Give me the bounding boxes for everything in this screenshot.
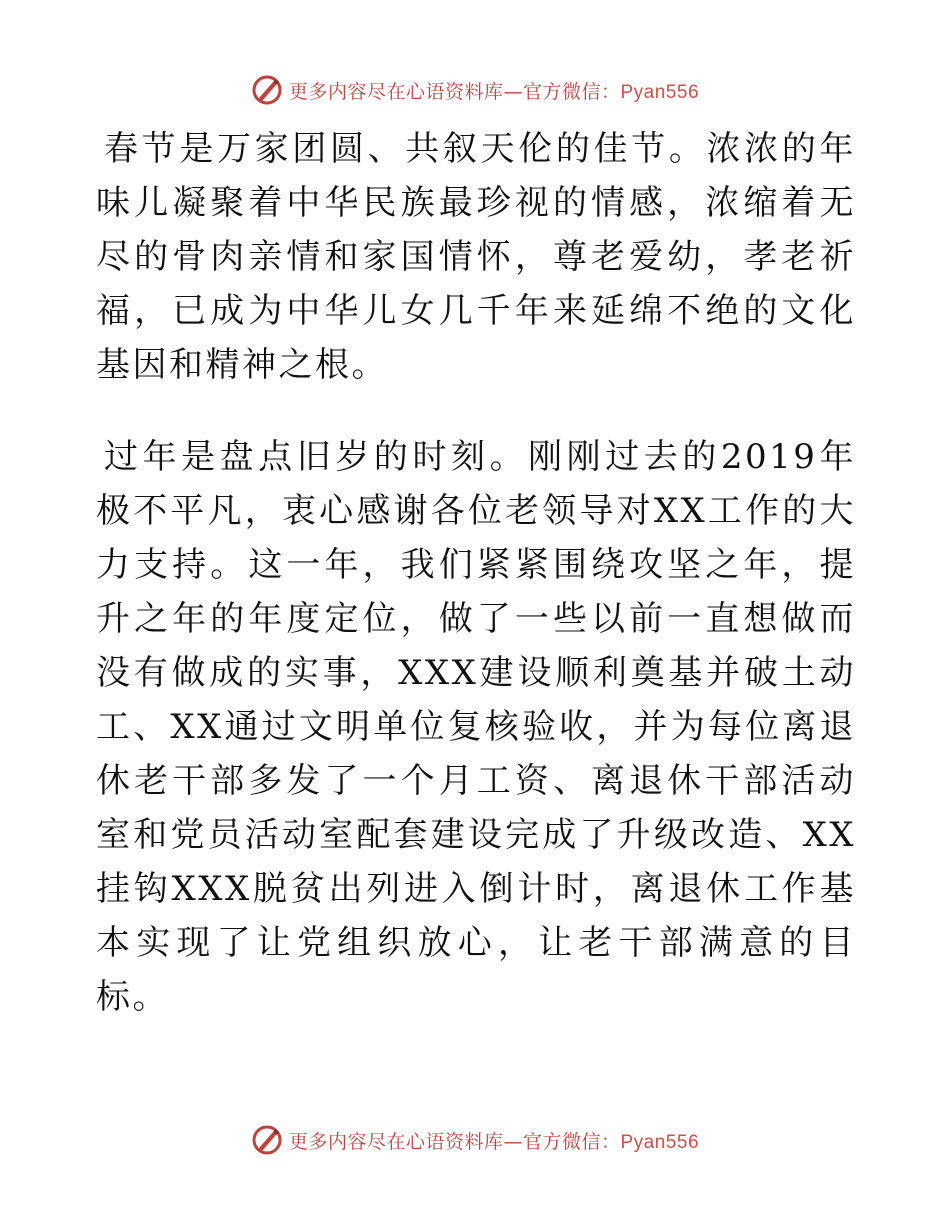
document-body: [96, 122, 856, 1024]
header-ad-label: 更多内容尽在心语资料库—官方微信：: [288, 80, 621, 103]
paragraph-year-review: 过年是盘点旧岁的时刻。刚刚过去的2019年极不平凡，衷心感谢各位老领导对XX工作的大力支持。这一年，我们紧紧围绕攻坚之年，提升之年的年度定位，做了一些以前一直想做而没有做成的实事，XXX建设顺利奠基并破土动工、XX通过文明单位复核验收，并为每位离退休老干部多发了一个月工资、离退休干部活动室和党员活动室配套建设完成了升级改造、XX挂钩XXX脱贫出列进入倒计时，离退休工作基本实现了让党组织放心，让老干部满意的目标。: [96, 437, 856, 1017]
header-wechat-id: Pyan556: [620, 81, 700, 103]
pen-circle-logo-icon: [251, 74, 283, 106]
footer-wechat-id: Pyan556: [620, 1131, 700, 1153]
paragraph-spring-festival: 春节是万家团圆、共叙天伦的佳节。浓浓的年味儿凝聚着中华民族最珍视的情感，浓缩着无尽的骨肉亲情和家国情怀，尊老爱幼，孝老祈福，已成为中华儿女几千年来延绵不绝的文化基因和精神之根。: [96, 129, 856, 385]
footer-ad-label: 更多内容尽在心语资料库—官方微信：: [288, 1130, 621, 1153]
header-banner: [0, 70, 950, 110]
pen-circle-logo-icon: [251, 1124, 283, 1156]
footer-ad-text: [289, 1127, 699, 1154]
header-ad-text: [289, 77, 699, 104]
footer-banner: [0, 1120, 950, 1160]
